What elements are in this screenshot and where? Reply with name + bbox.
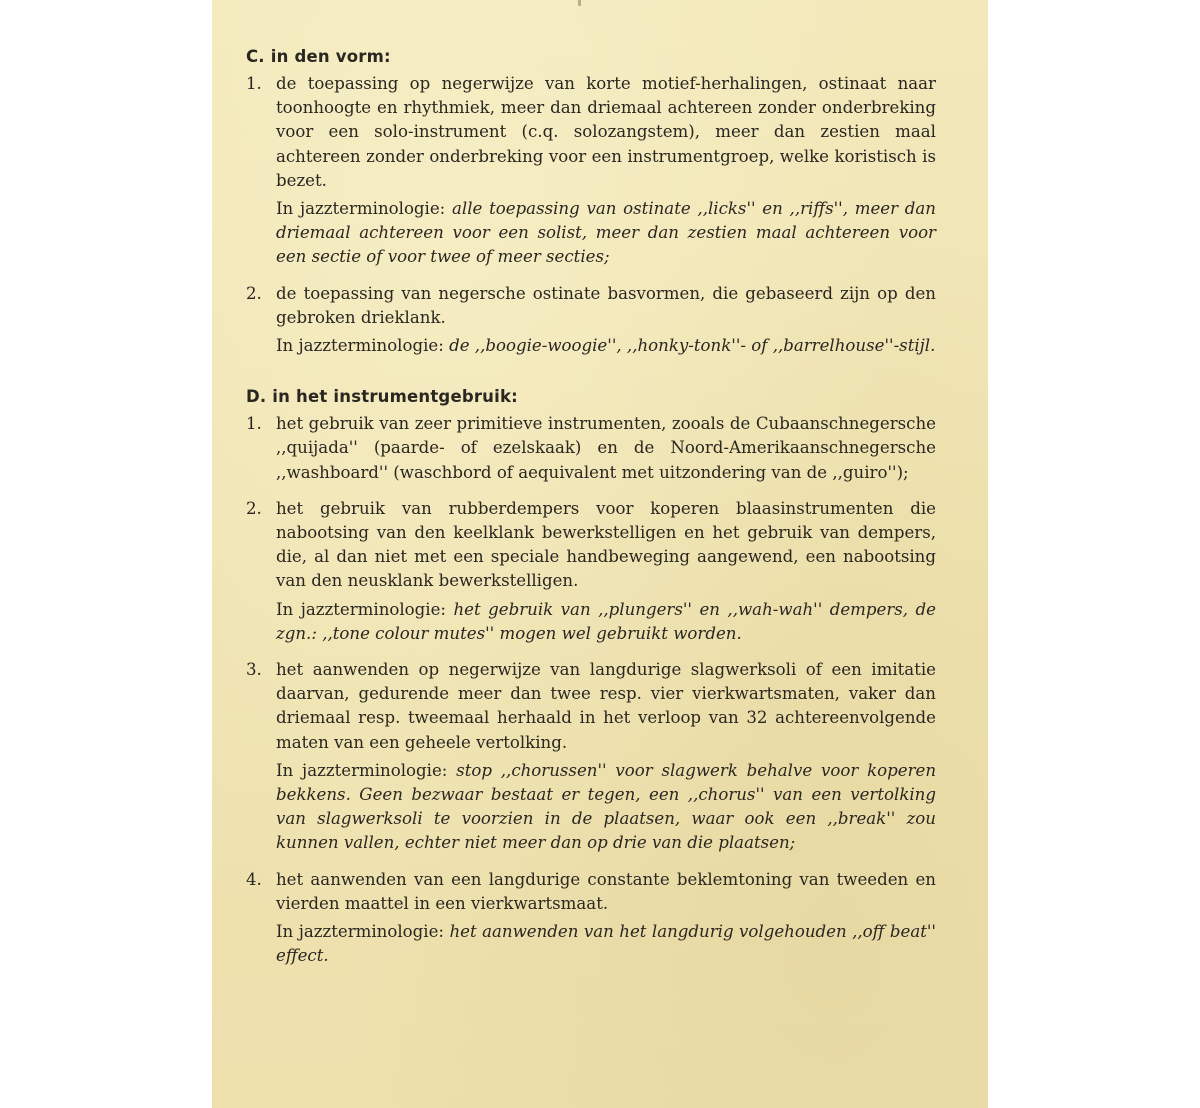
jazz-note-d2 xyxy=(246,598,936,646)
item-number: 2. xyxy=(246,498,262,518)
jazz-text: het aanwenden van het langdurig volgehouden ,,off beat'' effect. xyxy=(276,922,936,966)
item-number: 4. xyxy=(246,869,262,889)
jazz-note-c1 xyxy=(246,197,936,270)
jazz-text: de ,,boogie-woogie'', ,,honky-tonk''- of ,,barrelhouse''-stijl. xyxy=(449,336,936,356)
list-item-c2 xyxy=(246,282,936,330)
list-item-d3 xyxy=(246,658,936,755)
list-item-d4 xyxy=(246,868,936,916)
list-item-c1 xyxy=(246,72,936,193)
list-item-d1 xyxy=(246,412,936,485)
jazz-label: In jazzterminologie: xyxy=(276,336,450,356)
item-number: 1. xyxy=(246,414,262,434)
item-text: het aanwenden van een langdurige constante beklemtoning van tweeden en vierden maattel in een vierkwartsmaat. xyxy=(276,869,936,913)
jazz-note-c2 xyxy=(246,334,936,358)
list-item-d2 xyxy=(246,497,936,594)
document-page xyxy=(212,0,988,1108)
jazz-note-d3 xyxy=(246,759,936,856)
jazz-text: het gebruik van ,,plungers'' en ,,wah-wah'' dempers, de zgn.: ,,tone colour mutes'' mogen wel gebruikt worden. xyxy=(276,599,937,643)
section-heading-d: D. in het instrumentgebruik: xyxy=(246,387,518,407)
jazz-label: In jazzterminologie: xyxy=(276,922,450,942)
paper-mark xyxy=(578,0,581,6)
item-text: het aanwenden op negerwijze van langdurige slagwerksoli of een imitatie daarvan, gedurende meer dan twee resp. vier vierkwartsmaten, vaker dan driemaal resp. tweemaal herhaald in het verloop van 32 achtereenvolgende maten van een geheele vertolking. xyxy=(276,660,936,752)
jazz-text: stop ,,chorussen'' voor slagwerk behalve voor koperen bekkens. Geen bezwaar bestaat er tegen, een ,,chorus'' van een vertolking van slagwerksoli te voorzien in de plaatsen, waar ook een ,,break'' zou kunnen vallen, echter niet meer dan op drie van die plaatsen; xyxy=(276,760,937,853)
jazz-text: alle toepassing van ostinate ,,licks'' en ,,riffs'', meer dan driemaal achtereen voor een solist, meer dan zestien maal achtereen voor een sectie of voor twee of meer secties; xyxy=(276,199,936,267)
document-content xyxy=(246,44,936,969)
item-text: het gebruik van zeer primitieve instrumenten, zooals de Cubaanschnegersche ,,quijada'' (paarde- of ezelskaak) en de Noord-Amerikaanschnegersche ,,washboard'' (waschbord of aequivalent met uitzondering van de ,,guiro''); xyxy=(276,414,936,482)
jazz-label: In jazzterminologie: xyxy=(276,760,457,780)
item-number: 3. xyxy=(246,660,262,680)
item-number: 1. xyxy=(246,74,262,93)
jazz-label: In jazzterminologie: xyxy=(276,599,454,619)
section-heading-c: C. in den vorm: xyxy=(246,47,391,66)
jazz-label: In jazzterminologie: xyxy=(276,199,453,219)
item-text: het gebruik van rubberdempers voor koperen blaasinstrumenten die nabootsing van den keelklank bewerkstelligen en het gebruik van dempers, die, al dan niet met een speciale handbeweging aangewend, een nabootsing van den neusklank bewerkstelligen. xyxy=(276,498,936,591)
item-text: de toepassing van negersche ostinate basvormen, die gebaseerd zijn op den gebroken drieklank. xyxy=(276,283,936,327)
item-number: 2. xyxy=(246,283,262,303)
jazz-note-d4 xyxy=(246,920,936,968)
item-text: de toepassing op negerwijze van korte motief-herhalingen, ostinaat naar toonhoogte en rhythmiek, meer dan driemaal achtereen zonder onderbreking voor een solo-instrument (c.q. solozangstem), meer dan zestien maal achtereen zonder onderbreking voor een instrumentgroep, welke koristisch is bezet. xyxy=(276,74,936,190)
